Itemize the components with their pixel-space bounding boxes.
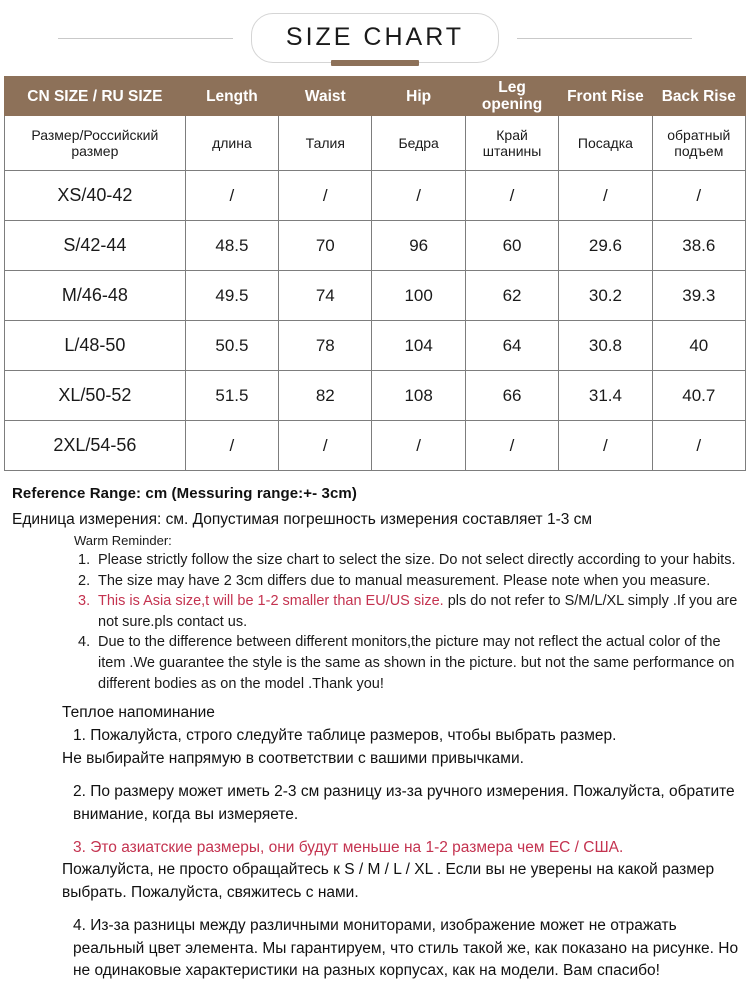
reminder-ru-item-1-line2: Не выбирайте напрямую в соответствии с вашими привычками.: [62, 749, 524, 767]
col-header-hip: Hip: [372, 77, 465, 116]
warm-reminder-list-en: [74, 550, 750, 694]
title-badge: [251, 13, 499, 63]
table-row: [5, 221, 746, 271]
cell-leg-opening: 60: [465, 221, 558, 271]
cell-length: /: [185, 421, 278, 471]
cell-size: 2XL/54-56: [5, 421, 186, 471]
cell-back-rise: 40: [652, 321, 745, 371]
warm-reminder-title-ru: Теплое напоминание: [62, 704, 215, 722]
cell-length: 49.5: [185, 271, 278, 321]
cell-front-rise: 30.2: [559, 271, 652, 321]
cell-front-rise: 31.4: [559, 371, 652, 421]
cell-front-rise: 29.6: [559, 221, 652, 271]
cell-length: /: [185, 171, 278, 221]
cell-waist: 74: [279, 271, 372, 321]
cell-waist: 82: [279, 371, 372, 421]
header-row-ru: [5, 116, 746, 171]
table-row: [5, 271, 746, 321]
col-header-length: Length: [185, 77, 278, 116]
reminder-ru-item-3-red: 3. Это азиатские размеры, они будут меньше на 1-2 размера чем ЕС / США.: [73, 839, 624, 857]
col-header-ru-front-rise: Посадка: [559, 116, 652, 171]
warm-reminder-block-en: [12, 533, 750, 694]
reminder-item-4: Due to the difference between different monitors,the picture may not reflect the actual color of the item .We guarantee the style is the same as shown in the picture. but not the same performance on different bodies as on the model .Thank you!: [98, 634, 735, 692]
table-body: [5, 116, 746, 471]
reminder-ru-item-3: [62, 837, 750, 904]
cell-length: 50.5: [185, 321, 278, 371]
size-table-container: [0, 76, 750, 471]
title-rule-left: [58, 38, 233, 39]
title-rule-right: [517, 38, 692, 39]
cell-hip: /: [372, 171, 465, 221]
col-header-ru-length: длина: [185, 116, 278, 171]
cell-size: S/42-44: [5, 221, 186, 271]
reminder-item-2: The size may have 2 3cm differs due to manual measurement. Please note when you measure.: [98, 572, 711, 589]
col-header-ru-hip: Бедра: [372, 116, 465, 171]
cell-back-rise: 39.3: [652, 271, 745, 321]
col-header-cn-ru-size: CN SIZE / RU SIZE: [5, 77, 186, 116]
size-chart-table: [4, 76, 746, 471]
page-title-banner: [0, 0, 750, 76]
cell-length: 51.5: [185, 371, 278, 421]
cell-front-rise: /: [559, 171, 652, 221]
cell-length: 48.5: [185, 221, 278, 271]
cell-waist: /: [279, 171, 372, 221]
cell-size: XS/40-42: [5, 171, 186, 221]
page-title: SIZE CHART: [285, 23, 465, 51]
reminder-item-3-tail: pls do not refer to S/M/L/XL simply .If you are not sure.pls contact us.: [98, 593, 738, 630]
cell-hip: /: [372, 421, 465, 471]
cell-size: XL/50-52: [5, 371, 186, 421]
reminder-ru-item-1-line1: 1. Пожалуйста, строго следуйте таблице размеров, чтобы выбрать размер.: [73, 727, 617, 745]
reminder-ru-item-1: [62, 725, 750, 770]
cell-size: L/48-50: [5, 321, 186, 371]
cell-leg-opening: 66: [465, 371, 558, 421]
col-header-ru-leg-opening: Край штанины: [465, 116, 558, 171]
cell-back-rise: /: [652, 171, 745, 221]
reference-range-ru: Единица измерения: см. Допустимая погрешность измерения составляет 1-3 см: [12, 511, 593, 529]
cell-size: M/46-48: [5, 271, 186, 321]
cell-hip: 104: [372, 321, 465, 371]
cell-waist: 70: [279, 221, 372, 271]
cell-hip: 96: [372, 221, 465, 271]
cell-hip: 108: [372, 371, 465, 421]
warm-reminder-title: Warm Reminder:: [74, 533, 172, 549]
col-header-waist: Waist: [279, 77, 372, 116]
warm-reminder-block-ru: [12, 694, 750, 983]
reminder-item-3-red: This is Asia size,t will be 1-2 smaller than EU/US size.: [98, 593, 444, 610]
col-header-ru-size: Размер/Российский размер: [5, 116, 186, 171]
col-header-front-rise: Front Rise: [559, 77, 652, 116]
cell-back-rise: 38.6: [652, 221, 745, 271]
table-row: [5, 371, 746, 421]
reminder-ru-item-2: 2. По размеру может иметь 2-3 см разницу из-за ручного измерения. Пожалуйста, обратите внимание, когда вы измеряете.: [73, 783, 735, 823]
cell-back-rise: 40.7: [652, 371, 745, 421]
table-row: [5, 321, 746, 371]
cell-back-rise: /: [652, 421, 745, 471]
reminder-item-1: Please strictly follow the size chart to select the size. Do not select directly according to your habits.: [98, 552, 736, 569]
col-header-leg-opening: Leg opening: [465, 77, 558, 116]
col-header-back-rise: Back Rise: [652, 77, 745, 116]
reference-range-en: Reference Range: cm (Messuring range:+- 3cm): [12, 485, 357, 503]
col-header-ru-back-rise: обратный подъем: [652, 116, 745, 171]
cell-leg-opening: 64: [465, 321, 558, 371]
cell-leg-opening: /: [465, 421, 558, 471]
header-row-en: [5, 77, 746, 116]
col-header-ru-waist: Талия: [279, 116, 372, 171]
table-row: [5, 421, 746, 471]
cell-waist: 78: [279, 321, 372, 371]
reminder-ru-item-3-rest: Пожалуйста, не просто обращайтесь к S / M / L / XL . Если вы не уверены на какой размер выбрать. Пожалуйста, свяжитесь с нами.: [62, 861, 715, 901]
cell-leg-opening: /: [465, 171, 558, 221]
cell-front-rise: 30.8: [559, 321, 652, 371]
cell-waist: /: [279, 421, 372, 471]
notes-section: [0, 471, 750, 983]
table-row: [5, 171, 746, 221]
cell-front-rise: /: [559, 421, 652, 471]
cell-leg-opening: 62: [465, 271, 558, 321]
reminder-ru-item-4: 4. Из-за разницы между различными мониторами, изображение может не отражать реальный цвет элемента. Мы гарантируем, что стиль такой же, как показано на рисунке. Но не одинаковые характеристики на разных корпусах, как на модели. Вам спасибо!: [73, 917, 739, 980]
cell-hip: 100: [372, 271, 465, 321]
reminder-item-3: [98, 591, 750, 632]
title-accent-bar: [331, 60, 419, 66]
table-head: [5, 77, 746, 116]
